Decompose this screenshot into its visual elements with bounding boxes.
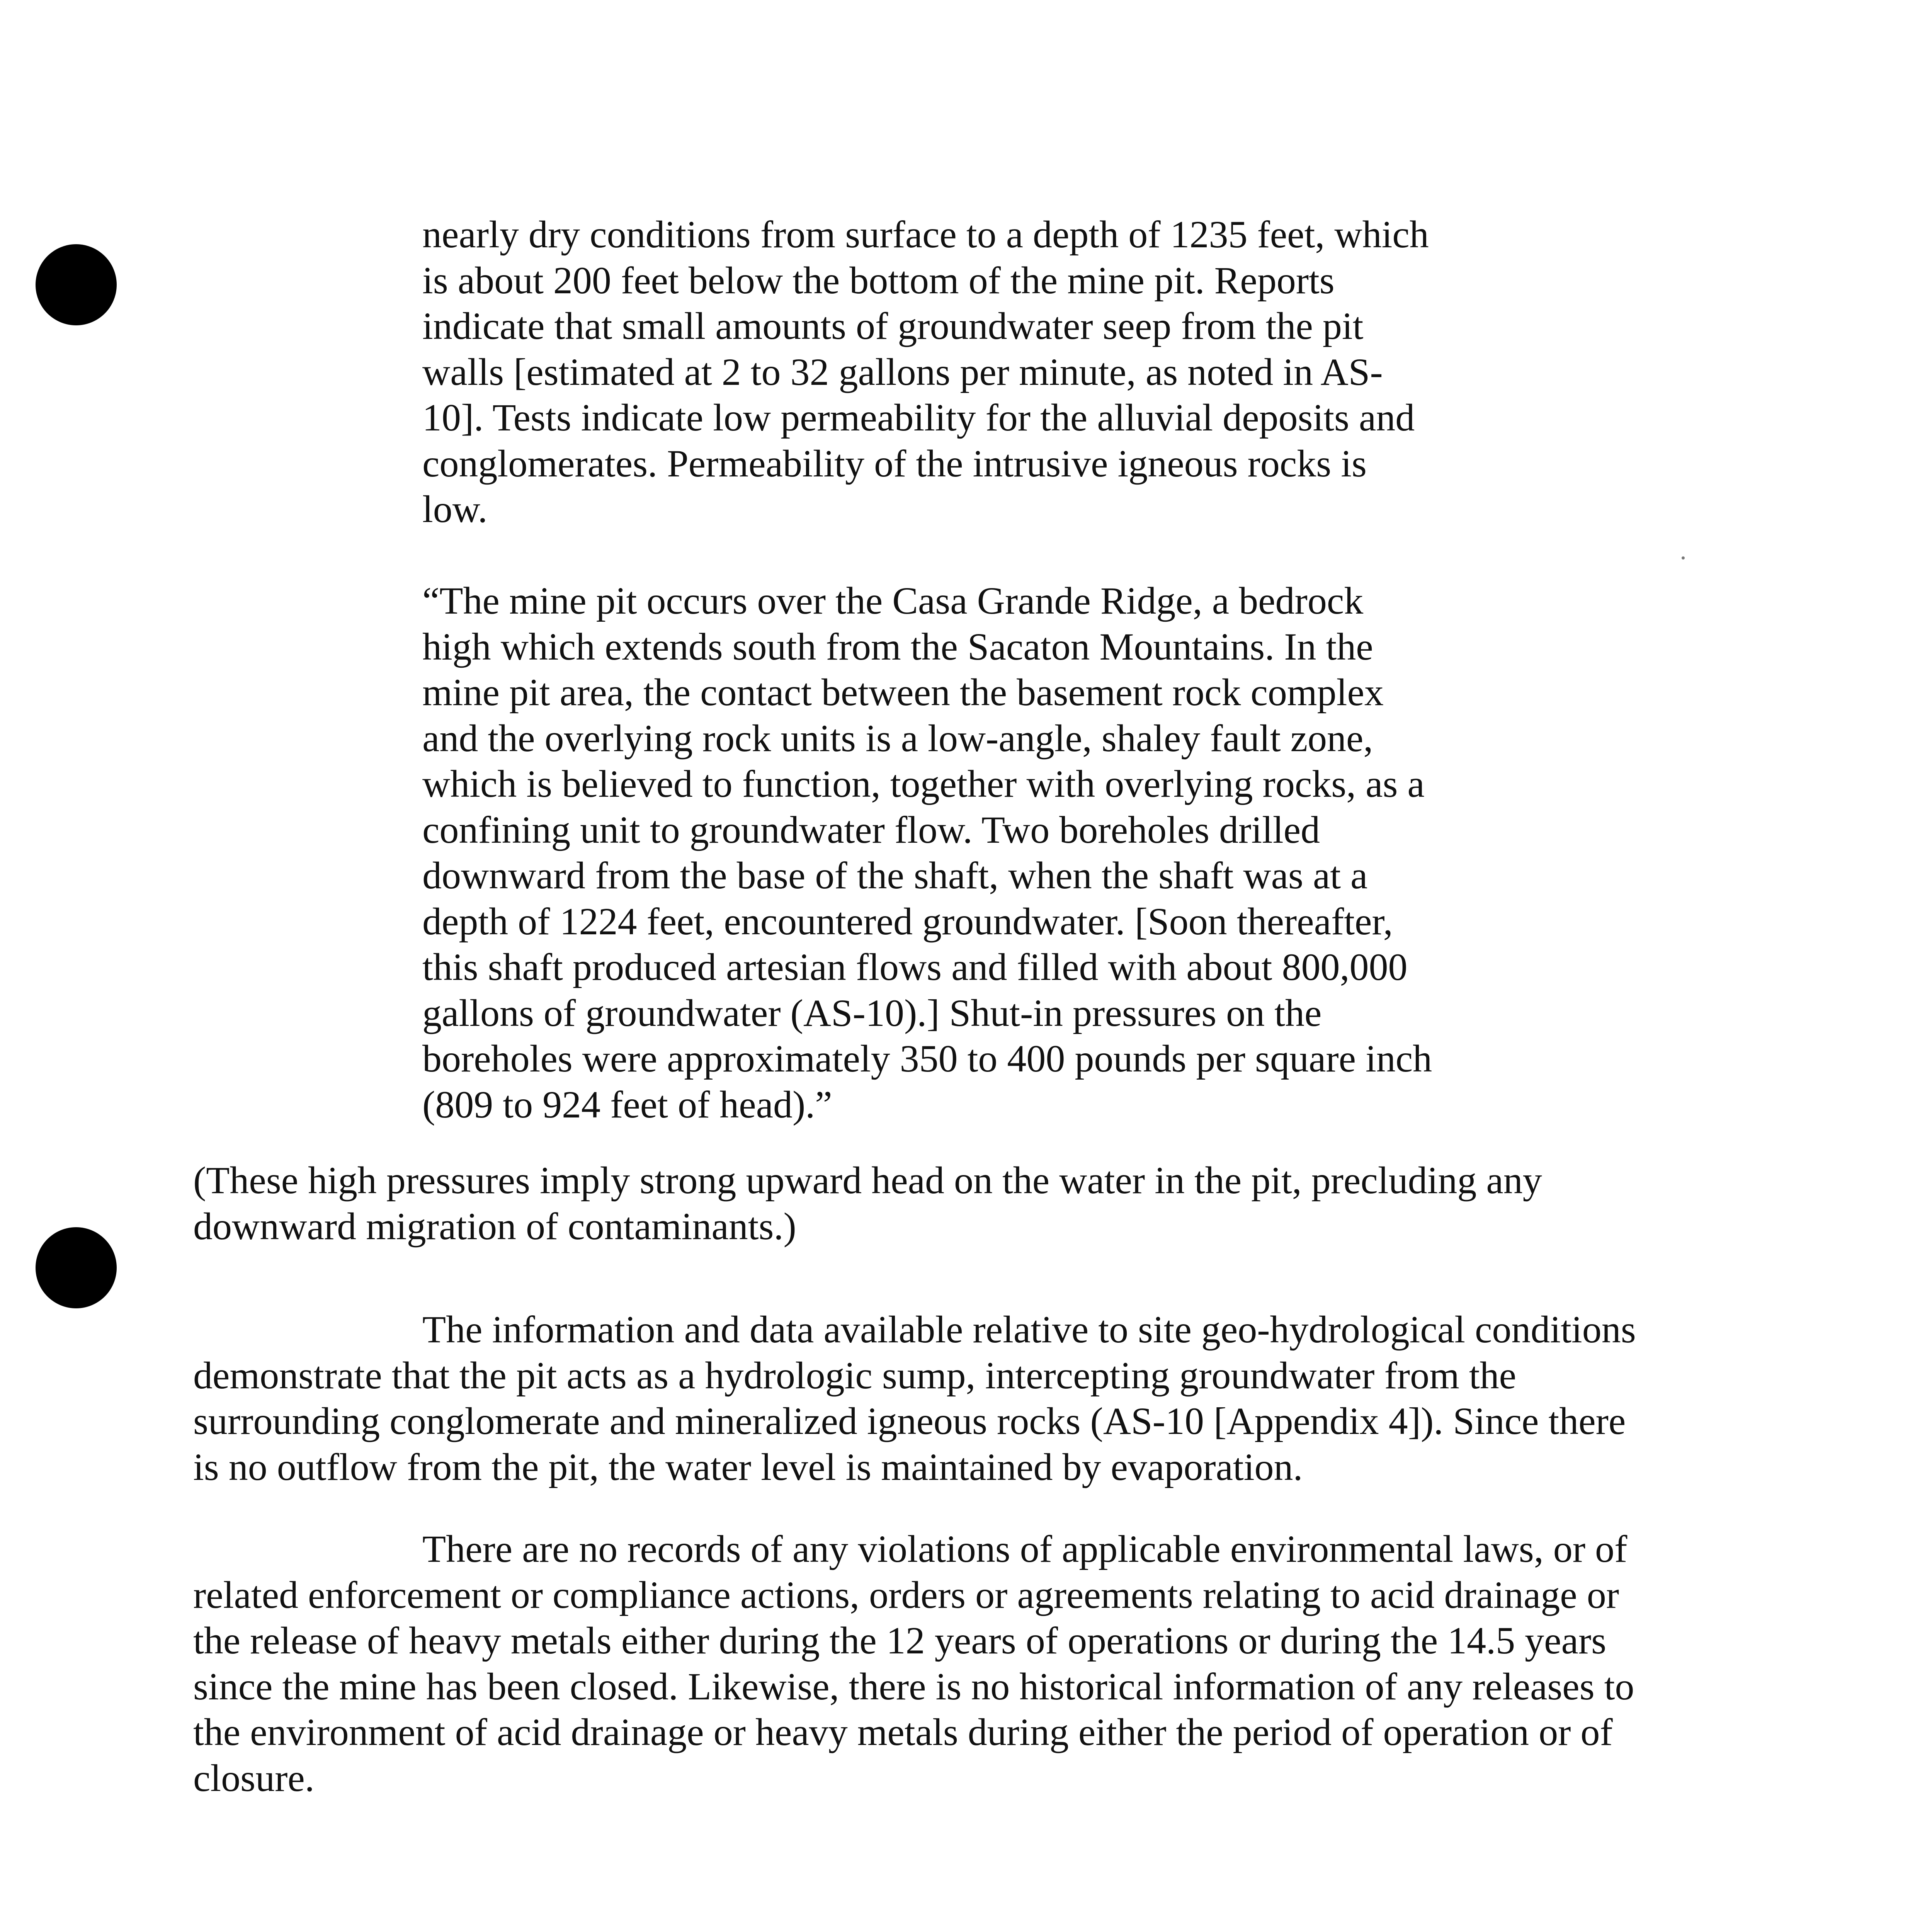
scan-speck: [1682, 556, 1685, 560]
text-line: depth of 1224 feet, encountered groundwater. [Soon thereafter,: [422, 900, 1393, 943]
text-line: nearly dry conditions from surface to a depth of 1235 feet, which: [422, 213, 1429, 256]
text-line: downward migration of contaminants.): [193, 1204, 796, 1248]
text-line: The information and data available relative to site geo-hydrological conditions: [422, 1308, 1636, 1351]
text-line: confining unit to groundwater flow. Two boreholes drilled: [422, 808, 1320, 851]
geo-hydrological-paragraph: [193, 1307, 1719, 1490]
violation-records-paragraph: [193, 1526, 1719, 1801]
text-line: is no outflow from the pit, the water level is maintained by evaporation.: [193, 1445, 1303, 1488]
parenthetical-note: [193, 1158, 1719, 1249]
text-line: high which extends south from the Sacaton Mountains. In the: [422, 625, 1373, 668]
quoted-paragraph-conditions: [422, 212, 1504, 532]
text-line: gallons of groundwater (AS-10).] Shut-in pressures on the: [422, 991, 1322, 1034]
text-line: low.: [422, 488, 488, 531]
text-line: the environment of acid drainage or heavy metals during either the period of operation or of: [193, 1711, 1613, 1753]
text-line: “The mine pit occurs over the Casa Grande Ridge, a bedrock: [422, 579, 1364, 622]
text-line: walls [estimated at 2 to 32 gallons per minute, as noted in AS-: [422, 350, 1383, 393]
text-line: conglomerates. Permeability of the intrusive igneous rocks is: [422, 442, 1367, 485]
text-line: boreholes were approximately 350 to 400 pounds per square inch: [422, 1037, 1432, 1080]
text-line: downward from the base of the shaft, when the shaft was at a: [422, 854, 1368, 897]
text-line: indicate that small amounts of groundwater seep from the pit: [422, 304, 1364, 347]
text-line: and the overlying rock units is a low-angle, shaley fault zone,: [422, 716, 1373, 760]
text-line: is about 200 feet below the bottom of the mine pit. Reports: [422, 259, 1335, 302]
text-line: the release of heavy metals either during the 12 years of operations or during the 14.5 years: [193, 1619, 1607, 1662]
text-line: demonstrate that the pit acts as a hydrologic sump, intercepting groundwater from the: [193, 1354, 1517, 1397]
text-line: 10]. Tests indicate low permeability for the alluvial deposits and: [422, 396, 1415, 439]
quoted-paragraph-casa-grande: [422, 578, 1504, 1128]
text-line: (These high pressures imply strong upward head on the water in the pit, precluding any: [193, 1159, 1542, 1202]
text-line: since the mine has been closed. Likewise, there is no historical information of any releases to: [193, 1665, 1634, 1708]
text-line: There are no records of any violations of applicable environmental laws, or of: [422, 1527, 1628, 1570]
text-line: mine pit area, the contact between the basement rock complex: [422, 671, 1384, 714]
text-line: (809 to 924 feet of head).”: [422, 1083, 832, 1126]
text-line: related enforcement or compliance actions, orders or agreements relating to acid drainage or: [193, 1573, 1619, 1616]
text-line: this shaft produced artesian flows and filled with about 800,000: [422, 946, 1408, 988]
text-line: surrounding conglomerate and mineralized igneous rocks (AS-10 [Appendix 4]). Since there: [193, 1400, 1626, 1442]
text-line: closure.: [193, 1756, 315, 1799]
punch-hole-middle: [36, 1227, 117, 1308]
text-line: which is believed to function, together with overlying rocks, as a: [422, 762, 1425, 805]
punch-hole-top: [36, 244, 117, 325]
